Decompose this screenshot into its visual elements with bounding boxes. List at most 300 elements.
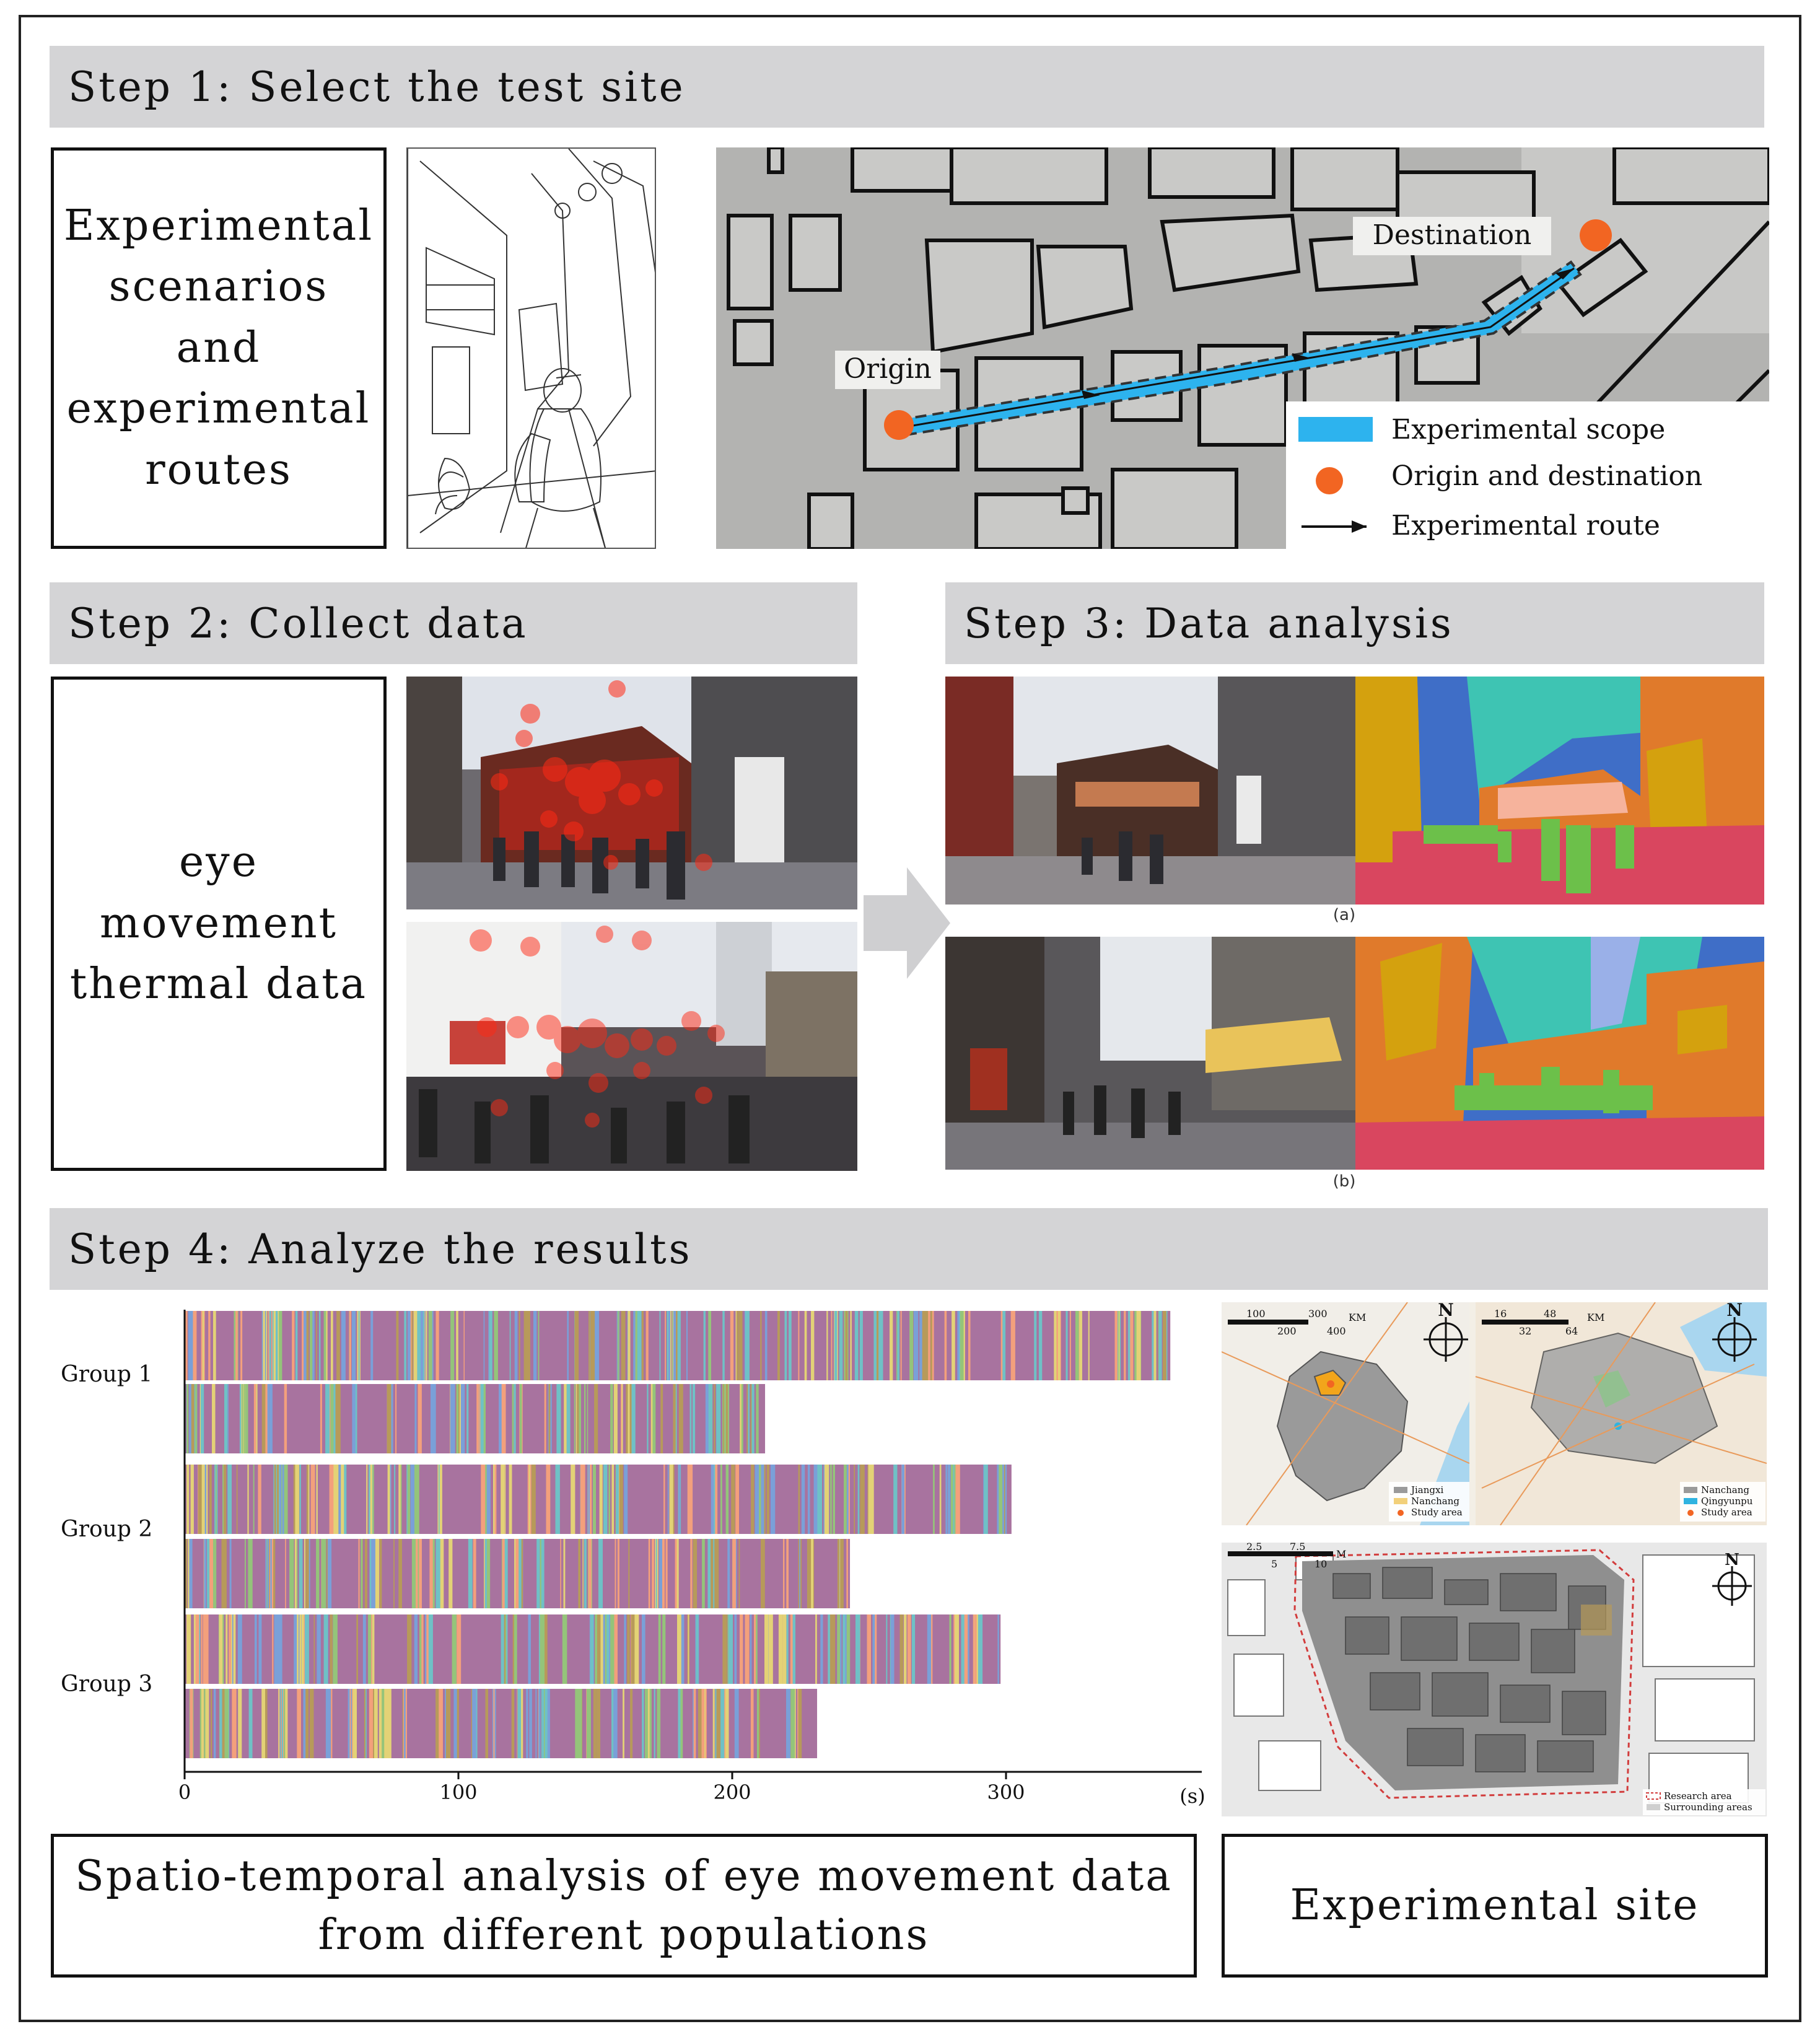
- fixation-event: [297, 1689, 301, 1758]
- fixation-event: [603, 1465, 608, 1534]
- fixation-event: [618, 1311, 619, 1380]
- fixation-event: [254, 1384, 256, 1453]
- fixation-event: [538, 1689, 540, 1758]
- x-axis-label: (s): [1179, 1784, 1205, 1808]
- fixation-event: [235, 1311, 238, 1380]
- fixation-event: [831, 1614, 835, 1684]
- fixation-event: [704, 1311, 706, 1380]
- street-photo-b: [945, 937, 1355, 1170]
- fixation-event: [312, 1311, 315, 1380]
- fixation-event: [556, 1384, 561, 1453]
- fixation-event: [867, 1614, 872, 1684]
- fixation-event: [526, 1689, 528, 1758]
- fixation-event: [654, 1689, 655, 1758]
- fixation-event: [326, 1689, 330, 1758]
- fixation-event: [611, 1689, 613, 1758]
- fixation-event: [454, 1614, 457, 1684]
- fixation-event: [213, 1311, 216, 1380]
- fixation-event: [901, 1465, 904, 1534]
- fixation-event: [541, 1689, 544, 1758]
- fixation-event: [284, 1465, 288, 1534]
- map1-scale-300: 300: [1308, 1308, 1328, 1320]
- fixation-event: [564, 1614, 567, 1684]
- fixation-event: [878, 1311, 883, 1380]
- fixation-event: [520, 1384, 522, 1453]
- fixation-event: [751, 1689, 754, 1758]
- fixation-event: [787, 1614, 789, 1684]
- fixation-event: [757, 1689, 759, 1758]
- fixation-event: [679, 1465, 681, 1534]
- fixation-event: [481, 1465, 485, 1534]
- fixation-event: [580, 1465, 584, 1534]
- fixation-event: [265, 1311, 266, 1380]
- fixation-event: [834, 1311, 837, 1380]
- fixation-event: [292, 1311, 294, 1380]
- map3-scale-2-5: 2.5: [1246, 1543, 1262, 1553]
- fixation-event: [208, 1311, 210, 1380]
- fixation-event: [494, 1465, 496, 1534]
- step1-title: Step 1: Select the test site: [68, 63, 686, 111]
- fixation-event: [677, 1614, 681, 1684]
- fixation-event: [212, 1384, 216, 1453]
- caption-b: (b): [1332, 1172, 1356, 1191]
- fixation-event: [597, 1614, 600, 1684]
- fixation-event: [974, 1614, 977, 1684]
- fixation-event: [289, 1539, 294, 1608]
- fixation-event: [384, 1689, 387, 1758]
- fixation-event: [725, 1689, 729, 1758]
- fixation-event: [322, 1539, 326, 1608]
- group-labels: [61, 1362, 152, 1697]
- fixation-event: [285, 1689, 287, 1758]
- fixation-event: [201, 1384, 204, 1453]
- fixation-event: [645, 1689, 648, 1758]
- fixation-event: [258, 1465, 261, 1534]
- fixation-event: [673, 1311, 676, 1380]
- fixation-event: [656, 1539, 657, 1608]
- fixation-event: [948, 1465, 951, 1534]
- fixation-event: [665, 1311, 666, 1380]
- north-label-2: N: [1726, 1302, 1743, 1320]
- map3-scale-10: 10: [1315, 1558, 1328, 1570]
- fixation-event: [662, 1614, 665, 1684]
- fixation-event: [703, 1539, 705, 1608]
- fixation-event: [505, 1539, 508, 1608]
- fixation-event: [472, 1689, 476, 1758]
- fixation-event: [571, 1465, 575, 1534]
- fixation-event: [831, 1311, 833, 1380]
- fixation-event: [419, 1539, 422, 1608]
- fixation-event: [802, 1465, 805, 1534]
- fixation-event: [336, 1384, 341, 1453]
- fixation-event: [720, 1689, 724, 1758]
- fixation-event: [726, 1384, 728, 1453]
- fixation-event: [621, 1311, 626, 1380]
- fixation-event: [363, 1614, 366, 1684]
- fixation-event: [336, 1311, 340, 1380]
- fixation-event: [798, 1311, 799, 1380]
- fixation-event: [587, 1384, 588, 1453]
- fixation-event: [383, 1689, 384, 1758]
- fixation-event: [349, 1311, 351, 1380]
- fixation-event: [521, 1689, 523, 1758]
- fixation-event: [279, 1311, 282, 1380]
- fixation-event: [715, 1689, 717, 1758]
- fixation-event: [595, 1311, 599, 1380]
- fixation-event: [310, 1689, 314, 1758]
- fixation-event: [849, 1465, 850, 1534]
- fixation-event: [393, 1539, 395, 1608]
- fixation-event: [1011, 1311, 1015, 1380]
- heatmap-photo-2: [406, 922, 857, 1171]
- fixation-event: [713, 1689, 715, 1758]
- flow-arrow: [864, 867, 950, 979]
- fixation-event: [316, 1311, 317, 1380]
- fixation-event: [426, 1614, 429, 1684]
- fixation-event: [186, 1614, 191, 1684]
- fixation-event: [359, 1311, 360, 1380]
- fixation-event: [873, 1614, 875, 1684]
- fixation-event: [388, 1465, 390, 1534]
- fixation-event: [630, 1689, 632, 1758]
- fixation-event: [191, 1384, 195, 1453]
- fixation-event: [688, 1465, 692, 1534]
- fixation-event: [412, 1539, 416, 1608]
- fixation-event: [728, 1614, 733, 1684]
- fixation-event: [359, 1539, 360, 1608]
- fixation-event: [406, 1465, 408, 1534]
- fixation-event: [790, 1689, 795, 1758]
- street-photo-a-drawing: [945, 677, 1355, 905]
- fixation-event: [875, 1614, 877, 1684]
- fixation-event: [696, 1614, 698, 1684]
- fixation-event: [331, 1689, 332, 1758]
- fixation-event: [681, 1689, 683, 1758]
- fixation-event: [737, 1311, 738, 1380]
- fixation-event: [590, 1614, 593, 1684]
- fixation-event: [786, 1539, 789, 1608]
- fixation-event: [227, 1465, 232, 1534]
- fixation-event: [815, 1614, 817, 1684]
- fixation-event: [826, 1311, 828, 1380]
- fixation-event: [691, 1465, 693, 1534]
- fixation-event: [519, 1311, 520, 1380]
- fixation-event: [311, 1465, 315, 1534]
- group-label: Group 3: [61, 1671, 153, 1697]
- fixation-event: [514, 1384, 515, 1453]
- fixation-event: [237, 1465, 238, 1534]
- fixation-event: [793, 1614, 795, 1684]
- fixation-event: [745, 1311, 750, 1380]
- fixation-event: [473, 1539, 476, 1608]
- fixation-event: [408, 1311, 411, 1380]
- fixation-event: [577, 1384, 579, 1453]
- legend-scope-label: Experimental scope: [1391, 414, 1666, 445]
- fixation-event: [366, 1465, 367, 1534]
- fixation-event: [356, 1614, 358, 1684]
- fixation-event: [297, 1539, 298, 1608]
- fixation-event: [224, 1465, 226, 1534]
- fixation-event: [808, 1465, 810, 1534]
- fixation-event: [742, 1384, 743, 1453]
- fixation-event: [457, 1614, 461, 1684]
- fixation-event: [509, 1465, 512, 1534]
- fixation-event: [1137, 1311, 1141, 1380]
- fixation-event: [602, 1539, 603, 1608]
- fixation-event: [207, 1614, 209, 1684]
- fixation-event: [305, 1689, 308, 1758]
- fixation-event: [984, 1465, 988, 1534]
- fixation-event: [868, 1465, 873, 1534]
- fixation-event: [540, 1614, 545, 1684]
- fixation-event: [628, 1311, 630, 1380]
- fixation-event: [238, 1689, 242, 1758]
- map2-scale-32: 32: [1519, 1325, 1532, 1337]
- fixation-event: [1039, 1311, 1042, 1380]
- fixation-event: [751, 1465, 754, 1534]
- fixation-event: [912, 1614, 915, 1684]
- map2-scale-unit: KM: [1587, 1312, 1605, 1323]
- fixation-event: [396, 1311, 399, 1380]
- street-photo-a: [945, 677, 1355, 905]
- fixation-event: [740, 1614, 743, 1684]
- fixation-event: [956, 1465, 960, 1534]
- fixation-event: [418, 1384, 422, 1453]
- fixation-event: [433, 1539, 435, 1608]
- fixation-event: [952, 1311, 955, 1380]
- fixation-event: [545, 1689, 548, 1758]
- fixation-event: [325, 1384, 330, 1453]
- fixation-event: [412, 1465, 414, 1534]
- fixation-event: [376, 1539, 377, 1608]
- fixation-event: [693, 1384, 695, 1453]
- fixation-event: [216, 1465, 217, 1534]
- fixation-event: [613, 1689, 617, 1758]
- fixation-event: [314, 1614, 315, 1684]
- fixation-event: [320, 1384, 322, 1453]
- fixation-event: [529, 1465, 530, 1534]
- fixation-event: [844, 1465, 847, 1534]
- fixation-event: [268, 1384, 269, 1453]
- fixation-event: [512, 1384, 514, 1453]
- fixation-event: [898, 1311, 899, 1380]
- fixation-event: [688, 1614, 689, 1684]
- fixation-event: [421, 1614, 423, 1684]
- fixation-event: [1001, 1311, 1003, 1380]
- fixation-event: [716, 1384, 720, 1453]
- fixation-event: [398, 1539, 402, 1608]
- map3-scale-unit: M: [1336, 1548, 1347, 1560]
- fixation-event: [549, 1384, 551, 1453]
- fixation-event: [615, 1539, 616, 1608]
- fixation-event: [435, 1689, 439, 1758]
- fixation-event: [532, 1465, 536, 1534]
- fixation-event: [195, 1384, 197, 1453]
- fixation-event: [305, 1614, 309, 1684]
- fixation-event: [198, 1465, 202, 1534]
- fixation-event: [352, 1384, 355, 1453]
- fixation-event: [341, 1465, 344, 1534]
- fixation-event: [637, 1311, 642, 1380]
- fixation-event: [840, 1614, 842, 1684]
- step3-banner: [945, 582, 1764, 664]
- fixation-event: [302, 1614, 304, 1684]
- segmentation-b: [1355, 937, 1764, 1170]
- x-tick-label: 200: [713, 1781, 751, 1804]
- fixation-event: [642, 1689, 644, 1758]
- fixation-event: [485, 1465, 487, 1534]
- fixation-event: [567, 1384, 571, 1453]
- destination-label: Destination: [1372, 219, 1532, 251]
- map1-scale-100: 100: [1246, 1308, 1266, 1320]
- fixation-event: [294, 1465, 295, 1534]
- fixation-event: [854, 1465, 855, 1534]
- fixation-event: [225, 1689, 229, 1758]
- fixation-event: [634, 1614, 639, 1684]
- fixation-event: [714, 1539, 719, 1608]
- fixation-event: [426, 1311, 427, 1380]
- fixation-event: [584, 1384, 585, 1453]
- fixation-event: [761, 1465, 764, 1534]
- fixation-event: [262, 1384, 266, 1453]
- location-maps-drawing: [1222, 1302, 1767, 1525]
- fixation-event: [955, 1614, 959, 1684]
- heatmap-2-drawing: [406, 922, 857, 1171]
- fixation-event: [209, 1539, 213, 1608]
- fixation-event: [231, 1614, 235, 1684]
- fixation-event: [900, 1614, 904, 1684]
- fixation-event: [448, 1539, 452, 1608]
- fixation-event: [487, 1539, 490, 1608]
- fixation-event: [461, 1384, 465, 1453]
- fixation-event: [233, 1689, 237, 1758]
- fixation-event: [798, 1689, 802, 1758]
- fixation-event: [188, 1311, 193, 1380]
- fixation-event: [524, 1311, 526, 1380]
- fixation-event: [706, 1384, 709, 1453]
- site-text: Experimental site: [1290, 1880, 1700, 1930]
- fixation-event: [618, 1539, 619, 1608]
- fixation-event: [1058, 1311, 1061, 1380]
- fixation-event: [484, 1311, 485, 1380]
- fixation-event: [204, 1539, 206, 1608]
- map2-scale-64: 64: [1565, 1325, 1578, 1337]
- fixation-event: [1124, 1311, 1126, 1380]
- fixation-event: [709, 1384, 712, 1453]
- fixation-event: [908, 1614, 911, 1684]
- fixation-event: [414, 1614, 418, 1684]
- fixation-event: [269, 1384, 273, 1453]
- fixation-event: [387, 1384, 392, 1453]
- fixation-event: [247, 1465, 248, 1534]
- fixation-event: [229, 1614, 232, 1684]
- fixation-event: [663, 1465, 665, 1534]
- fixation-event: [219, 1689, 222, 1758]
- fixation-event: [786, 1689, 790, 1758]
- fixation-event: [927, 1614, 932, 1684]
- fixation-event: [466, 1384, 468, 1453]
- x-tick-label: 0: [178, 1781, 191, 1804]
- fixation-event: [805, 1311, 807, 1380]
- fixation-event: [714, 1384, 715, 1453]
- fixation-event: [230, 1539, 232, 1608]
- fixation-event: [711, 1465, 714, 1534]
- fixation-event: [911, 1311, 914, 1380]
- fixation-event: [186, 1465, 189, 1534]
- fixation-event: [258, 1614, 261, 1684]
- fixation-event: [777, 1311, 780, 1380]
- location-maps: [1222, 1302, 1767, 1525]
- fixation-event: [783, 1614, 787, 1684]
- fixation-event: [767, 1465, 769, 1534]
- fixation-event: [548, 1465, 551, 1534]
- fixation-event: [494, 1311, 498, 1380]
- fixation-event: [748, 1384, 750, 1453]
- fixation-event: [588, 1465, 590, 1534]
- fixation-event: [309, 1539, 310, 1608]
- route-map: [716, 147, 1769, 549]
- fixation-event: [647, 1384, 648, 1453]
- fixation-event: [708, 1311, 711, 1380]
- fixation-event: [616, 1465, 619, 1534]
- fixation-event: [253, 1465, 255, 1534]
- study-area-map-drawing: [1222, 1543, 1767, 1816]
- fixation-event: [940, 1465, 942, 1534]
- fixation-event: [199, 1614, 200, 1684]
- fixation-event: [745, 1614, 750, 1684]
- fixation-event: [730, 1311, 733, 1380]
- fixation-event: [526, 1311, 530, 1380]
- fixation-event: [501, 1465, 504, 1534]
- sketch-drawing: [408, 149, 656, 549]
- fixation-event: [353, 1689, 357, 1758]
- fixation-event: [435, 1539, 439, 1608]
- fixation-event: [945, 1311, 947, 1380]
- fixation-event: [610, 1614, 614, 1684]
- map1-legend-study: Study area: [1411, 1507, 1463, 1518]
- fixation-event: [720, 1465, 722, 1534]
- fixation-event: [439, 1689, 443, 1758]
- fixation-event: [285, 1539, 286, 1608]
- fixation-event: [904, 1614, 907, 1684]
- fixation-event: [560, 1539, 561, 1608]
- heatmap-1-drawing: [406, 677, 857, 909]
- fixation-event: [512, 1689, 515, 1758]
- fixation-event: [331, 1311, 333, 1380]
- group-label: Group 2: [61, 1517, 153, 1542]
- map2-legend-study: Study area: [1701, 1507, 1752, 1518]
- north-label-1: N: [1438, 1302, 1454, 1320]
- fixation-event: [190, 1689, 193, 1758]
- fixation-event: [951, 1465, 953, 1534]
- fixation-event: [225, 1614, 227, 1684]
- fixation-event: [307, 1465, 308, 1534]
- segmentation-a: [1355, 677, 1764, 905]
- fixation-event: [916, 1311, 919, 1380]
- fixation-event: [833, 1465, 835, 1534]
- fixation-event: [255, 1614, 257, 1684]
- fixation-event: [650, 1689, 652, 1758]
- fixation-event: [735, 1614, 737, 1684]
- fixation-event: [394, 1465, 395, 1534]
- fixation-event: [222, 1539, 227, 1608]
- fixation-event: [515, 1311, 518, 1380]
- fixation-event: [370, 1311, 373, 1380]
- step4-banner: [50, 1208, 1768, 1290]
- fixation-event: [642, 1614, 645, 1684]
- scenarios-text: Experimental scenarios and experimental routes: [63, 201, 374, 494]
- fixation-event: [222, 1465, 224, 1534]
